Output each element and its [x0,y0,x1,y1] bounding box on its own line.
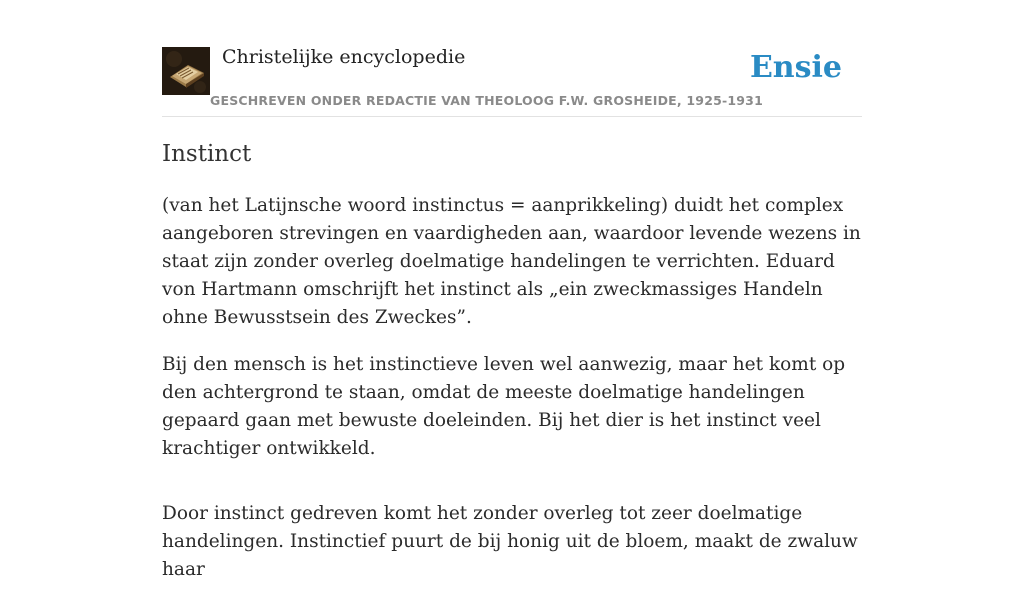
book-image-icon [162,47,210,95]
article-paragraph: Door instinct gedreven komt het zonder overleg tot zeer doelmatige handelingen. Instinctief puurt de bij honig uit de bloem, maakt de zwaluw haar [162,503,858,580]
article-paragraph: (van het Latijnsche woord instinctus = aanprikkeling) duidt het complex aangeboren strevingen en vaardigheden aan, waardoor levende wezens in staat zijn zonder overleg doelmatige handelingen te verrichten. Eduard von Hartmann omschrijft het instinct als „ein zweckmassiges Handeln ohne Bewusstsein des Zweckes”. [162,195,861,328]
encyclopedia-avatar[interactable] [162,47,210,95]
article [162,138,862,603]
site-title[interactable]: Christelijke encyclopedie [222,46,466,68]
site-subtitle: GESCHREVEN ONDER REDACTIE VAN THEOLOOG F.W. GROSHEIDE, 1925-1931 [210,93,763,108]
site-header [162,46,862,117]
article-title: Instinct [162,141,252,167]
article-paragraph: Bij den mensch is het instinctieve leven wel aanwezig, maar het komt op den achtergrond te staan, omdat de meeste doelmatige handelingen gepaard gaan met bewuste doeleinden. Bij het dier is het instinct veel krachtiger ontwikkeld. [162,354,846,459]
ensie-logo-link[interactable]: Ensie [749,50,842,85]
